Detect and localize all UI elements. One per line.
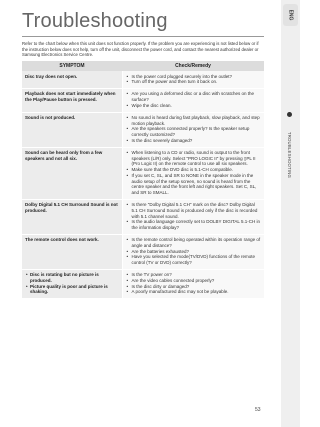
remedy-item: • Have you selected the mode(TV/DVD) functions of the remote control (TV or DVD) correctly? [126, 254, 262, 265]
remedy-item: • Are the speakers connected properly? Is the speaker setup correctly customized? [126, 126, 262, 137]
table-row [22, 112, 264, 147]
remedy-cell [122, 147, 264, 199]
table-row [22, 234, 264, 269]
language-label: ENG [287, 9, 294, 21]
remedy-cell [122, 199, 264, 234]
remedy-item: • A poorly manufactured disc may not be playable. [126, 289, 262, 295]
remedy-item: • Wipe the disc clean. [126, 103, 262, 109]
remedy-cell [122, 88, 264, 112]
table-row [22, 199, 264, 234]
remedy-item: • Make sure that the DVD disc is 5.1-CH compatible. [126, 167, 262, 173]
remedy-item: • Is there "Dolby Digital 5.1 CH" mark on the disc? Dolby Digital 5.1 CH Surround Sound is produced only if the disc is recorded with 5.1 channel sound. [126, 202, 262, 219]
remedy-header: Check/Remedy [122, 61, 264, 71]
troubleshooting-table [22, 61, 264, 299]
table-row [22, 71, 264, 88]
remedy-cell [122, 269, 264, 298]
remedy-item: • Is the remote control being operated within its operation range of angle and distance? [126, 237, 262, 248]
remedy-item: • Are you using a deformed disc or a disc with scratches on the surface? [126, 91, 262, 102]
table-row [22, 147, 264, 199]
title-divider [22, 36, 264, 37]
section-dot-icon [287, 112, 292, 117]
remedy-cell [122, 71, 264, 88]
table-body [22, 71, 264, 299]
section-label: TROUBLESHOOTING [287, 131, 293, 179]
remedy-cell [122, 112, 264, 147]
symptom-text: • Picture quality is poor and picture is shaking. [25, 284, 119, 295]
symptom-cell [22, 71, 122, 88]
remedy-item: • If you set C, SL, and SR to NONE in the speaker mode in the audio setup of the setup screen, no sound is heard from the centre speaker and the front left and right speakers. Set C, SL, and SR to SMALL. [126, 173, 262, 196]
side-tab-bar [281, 0, 300, 427]
symptom-cell [22, 88, 122, 112]
symptom-text: Sound is not produced. [25, 115, 76, 121]
symptom-text: Playback does not start immediately when the Play/Pause button is pressed. [25, 91, 116, 103]
symptom-cell [22, 199, 122, 234]
symptom-text: Sound can be heard only from a few speakers and not all six. [25, 150, 103, 161]
symptom-header: SYMPTOM [22, 61, 122, 71]
symptom-text: Dolby Digital 5.1 CH Surround Sound is not produced. [25, 202, 118, 213]
symptom-text: • Disc is rotating but no picture is produced. [25, 272, 119, 283]
remedy-item: • Is the power cord plugged securely into the outlet? [126, 74, 262, 80]
symptom-cell [22, 269, 122, 298]
symptom-text: The remote control does not work. [25, 237, 99, 243]
symptom-cell [22, 234, 122, 269]
remedy-item: • Is the disc severely damaged? [126, 138, 262, 144]
table-header-row [22, 61, 264, 71]
page-title: Troubleshooting [22, 10, 168, 32]
remedy-item: • No sound is heard during fast playback, slow playback, and step motion playback. [126, 115, 262, 126]
remedy-item: • When listening to a CD or radio, sound is output to the front speakers (L/R) only. Select "PRO LOGIC II" by pressing ▯PL II (Pro Logic II) on the remote control to use all six speakers. [126, 150, 262, 167]
remedy-item: • Are the video cables connected properly? [126, 278, 262, 284]
symptom-cell [22, 112, 122, 147]
remedy-cell [122, 234, 264, 269]
remedy-item: • Is the audio language correctly set to DOLBY DIGITAL 5.1-CH in the information display? [126, 219, 262, 230]
intro-paragraph: Refer to the chart below when this unit does not function properly. If the problem you are experiencing is not listed below or if the instruction below does not help, turn off the unit, disconnect the power cord, and contact the nearest authorized dealer or Samsung Electronics Service Centre. [22, 41, 259, 58]
symptom-cell [22, 147, 122, 199]
remedy-item: • Are the batteries exhausted? [126, 249, 262, 255]
table-row [22, 88, 264, 112]
table-row [22, 269, 264, 298]
remedy-item: • Turn off the power and then turn it back on. [126, 79, 262, 85]
page-number: 53 [255, 407, 261, 413]
remedy-item: • Is the TV power on? [126, 272, 262, 278]
symptom-text: Disc tray does not open. [25, 73, 78, 79]
remedy-item: • Is the disc dirty or damaged? [126, 284, 262, 290]
